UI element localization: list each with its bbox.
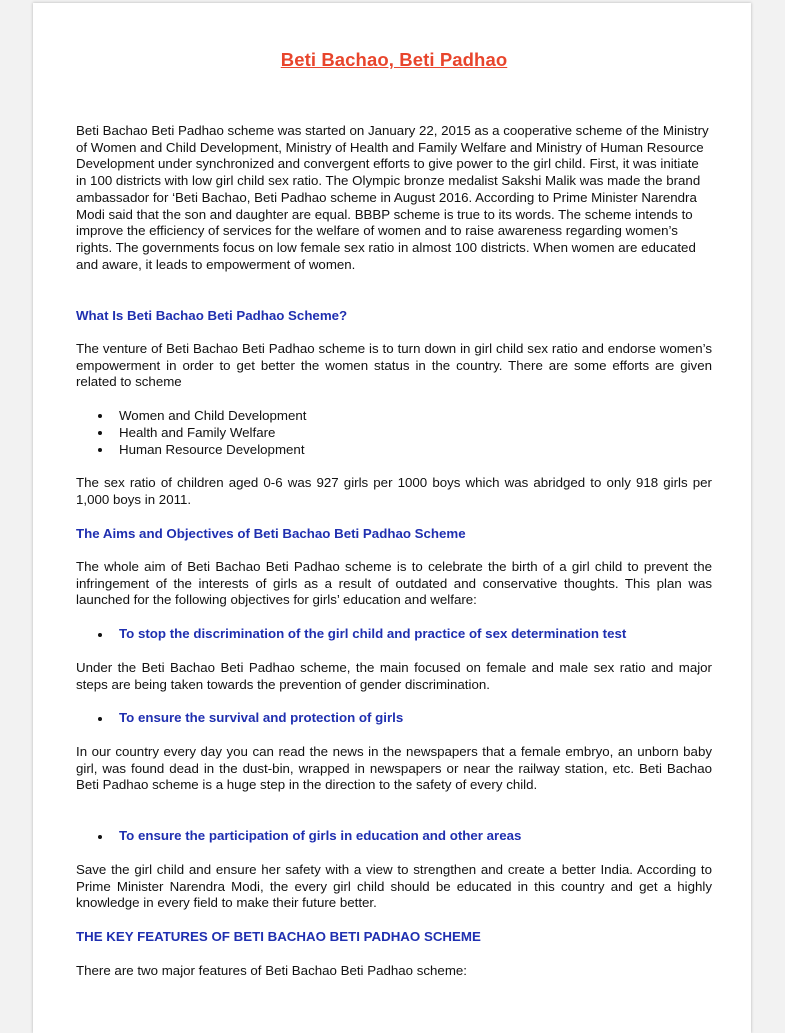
objective-title: To ensure the participation of girls in education and other areas	[76, 828, 712, 843]
section-what-is-paragraph: The venture of Beti Bachao Beti Padhao scheme is to turn down in girl child sex ratio and endorse women’s empowerment in order to get better the women status in the country. There are some efforts are given related to scheme	[76, 341, 712, 390]
document-page	[33, 3, 751, 1033]
objective-title: To ensure the survival and protection of girls	[76, 710, 712, 725]
objective-text-2: In our country every day you can read the news in the newspapers that a female embryo, an unborn baby girl, was found dead in the dust-bin, wrapped in newspapers or near the railway station, etc. Beti Bachao Beti Padhao scheme is a huge step in the direction to the safety of every child.	[76, 744, 712, 793]
intro-paragraph: Beti Bachao Beti Padhao scheme was started on January 22, 2015 as a cooperative scheme of the Ministry of Women and Child Development, Ministry of Health and Family Welfare and Ministry of Human Resource Development under synchronized and convergent efforts to give power to the girl child. First, it was initiate in 100 districts with low girl child sex ratio. The Olympic bronze medalist Sakshi Malik was made the brand ambassador for ‘Beti Bachao, Beti Padhao scheme in August 2016. According to Prime Minister Narendra Modi said that the son and daughter are equal. BBBP scheme is true to its words. The scheme intends to improve the efficiency of services for the welfare of women and to raise awareness regarding women’s rights. The governments focus on low female sex ratio in almost 100 districts. When women are educated and aware, it leads to empowerment of women.	[76, 123, 709, 272]
objective-title: To stop the discrimination of the girl child and practice of sex determination test	[76, 626, 712, 641]
list-item: Human Resource Development	[76, 441, 712, 458]
ministry-list	[76, 407, 712, 458]
list-item: Women and Child Development	[76, 407, 712, 424]
aims-paragraph: The whole aim of Beti Bachao Beti Padhao scheme is to celebrate the birth of a girl child to prevent the infringement of the interests of girls as a result of outdated and conservative thoughts. This plan was launched for the following objectives for girls’ education and welfare:	[76, 559, 712, 608]
list-item: Health and Family Welfare	[76, 424, 712, 441]
key-features-paragraph: There are two major features of Beti Bachao Beti Padhao scheme:	[76, 963, 467, 978]
objective-heading-1	[76, 626, 712, 641]
objective-heading-3	[76, 828, 712, 843]
section-heading-aims: The Aims and Objectives of Beti Bachao Beti Padhao Scheme	[76, 526, 466, 541]
objective-text-3: Save the girl child and ensure her safety with a view to strengthen and create a better India. According to Prime Minister Narendra Modi, the every girl child should be educated in this country and get a highly knowledge in every field to make their future better.	[76, 862, 712, 911]
section-heading-key-features: THE KEY FEATURES OF BETI BACHAO BETI PADHAO SCHEME	[76, 929, 481, 944]
section-heading-what-is: What Is Beti Bachao Beti Padhao Scheme?	[76, 308, 348, 323]
sex-ratio-paragraph: The sex ratio of children aged 0-6 was 927 girls per 1000 boys which was abridged to only 918 girls per 1,000 boys in 2011.	[76, 475, 712, 507]
objective-text-1: Under the Beti Bachao Beti Padhao scheme, the main focused on female and male sex ratio and major steps are being taken towards the prevention of gender discrimination.	[76, 660, 712, 692]
objective-heading-2	[76, 710, 712, 725]
document-title: Beti Bachao, Beti Padhao	[280, 49, 508, 70]
